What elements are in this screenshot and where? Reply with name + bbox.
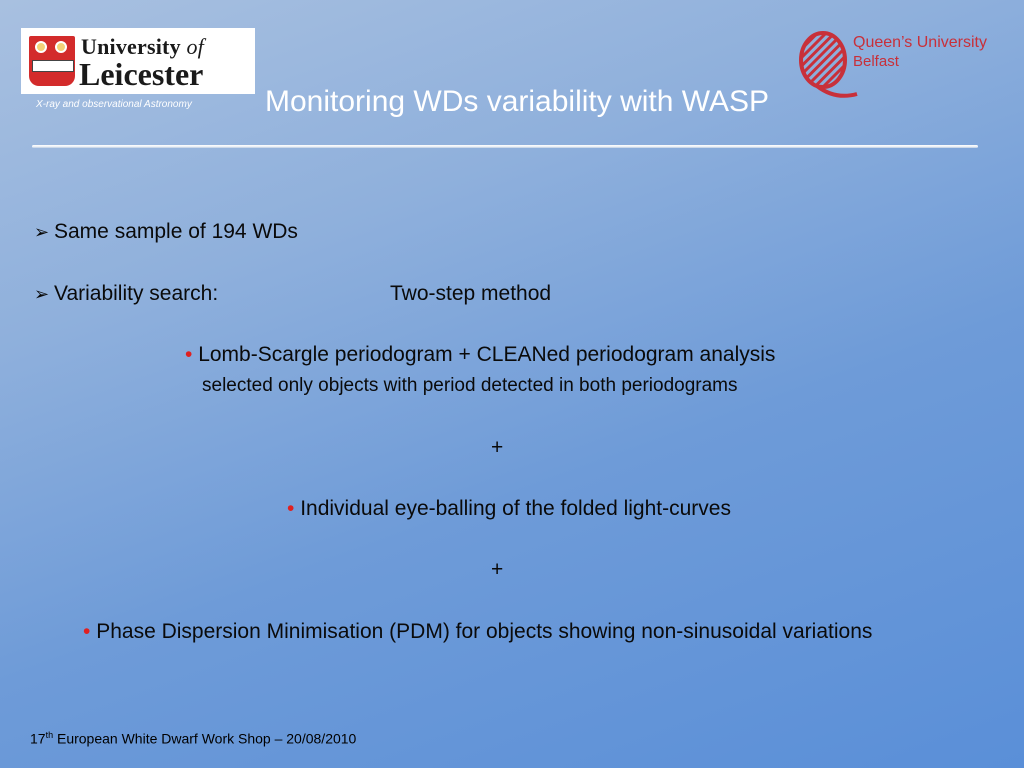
bullet-item-variability: ➢ Variability search: [34,282,219,305]
bullet-dot-icon: • [287,497,295,520]
qub-name-line2: Belfast [853,53,899,70]
arrow-bullet-icon: ➢ [34,222,50,242]
qub-name-line1: Queen’s University [853,34,987,51]
sub-item-note: selected only objects with period detected in both periodograms [202,375,738,396]
bullet-dot-icon: • [83,620,91,643]
bullet-item-sample: ➢ Same sample of 194 WDs [34,220,298,243]
queens-university-belfast-logo [795,28,995,108]
plus-sign: + [491,436,504,459]
bullet-dot-icon: • [185,343,193,366]
sub-item-lomb-scargle: • Lomb-Scargle periodogram + CLEANed periodogram analysis [185,343,776,366]
method-label: Two-step method [390,282,552,305]
slide-title: Monitoring WDs variability with WASP [265,85,770,118]
logo-line2: Leicester [79,56,204,92]
slide-footer: 17th European White Dwarf Work Shop – 20/08/2010 [30,730,357,747]
qub-q-icon [795,28,859,104]
header-divider [32,145,978,148]
logo-line1: University of [81,34,204,59]
arrow-bullet-icon: ➢ [34,284,50,304]
plus-sign: + [491,558,504,581]
group-subtitle: X-ray and observational Astronomy [36,99,192,110]
sub-item-eye-balling: • Individual eye-balling of the folded light-curves [287,497,731,520]
university-of-leicester-logo [21,28,255,94]
leicester-shield-icon [29,36,75,86]
sub-item-pdm: • Phase Dispersion Minimisation (PDM) for objects showing non-sinusoidal variations [83,620,873,643]
